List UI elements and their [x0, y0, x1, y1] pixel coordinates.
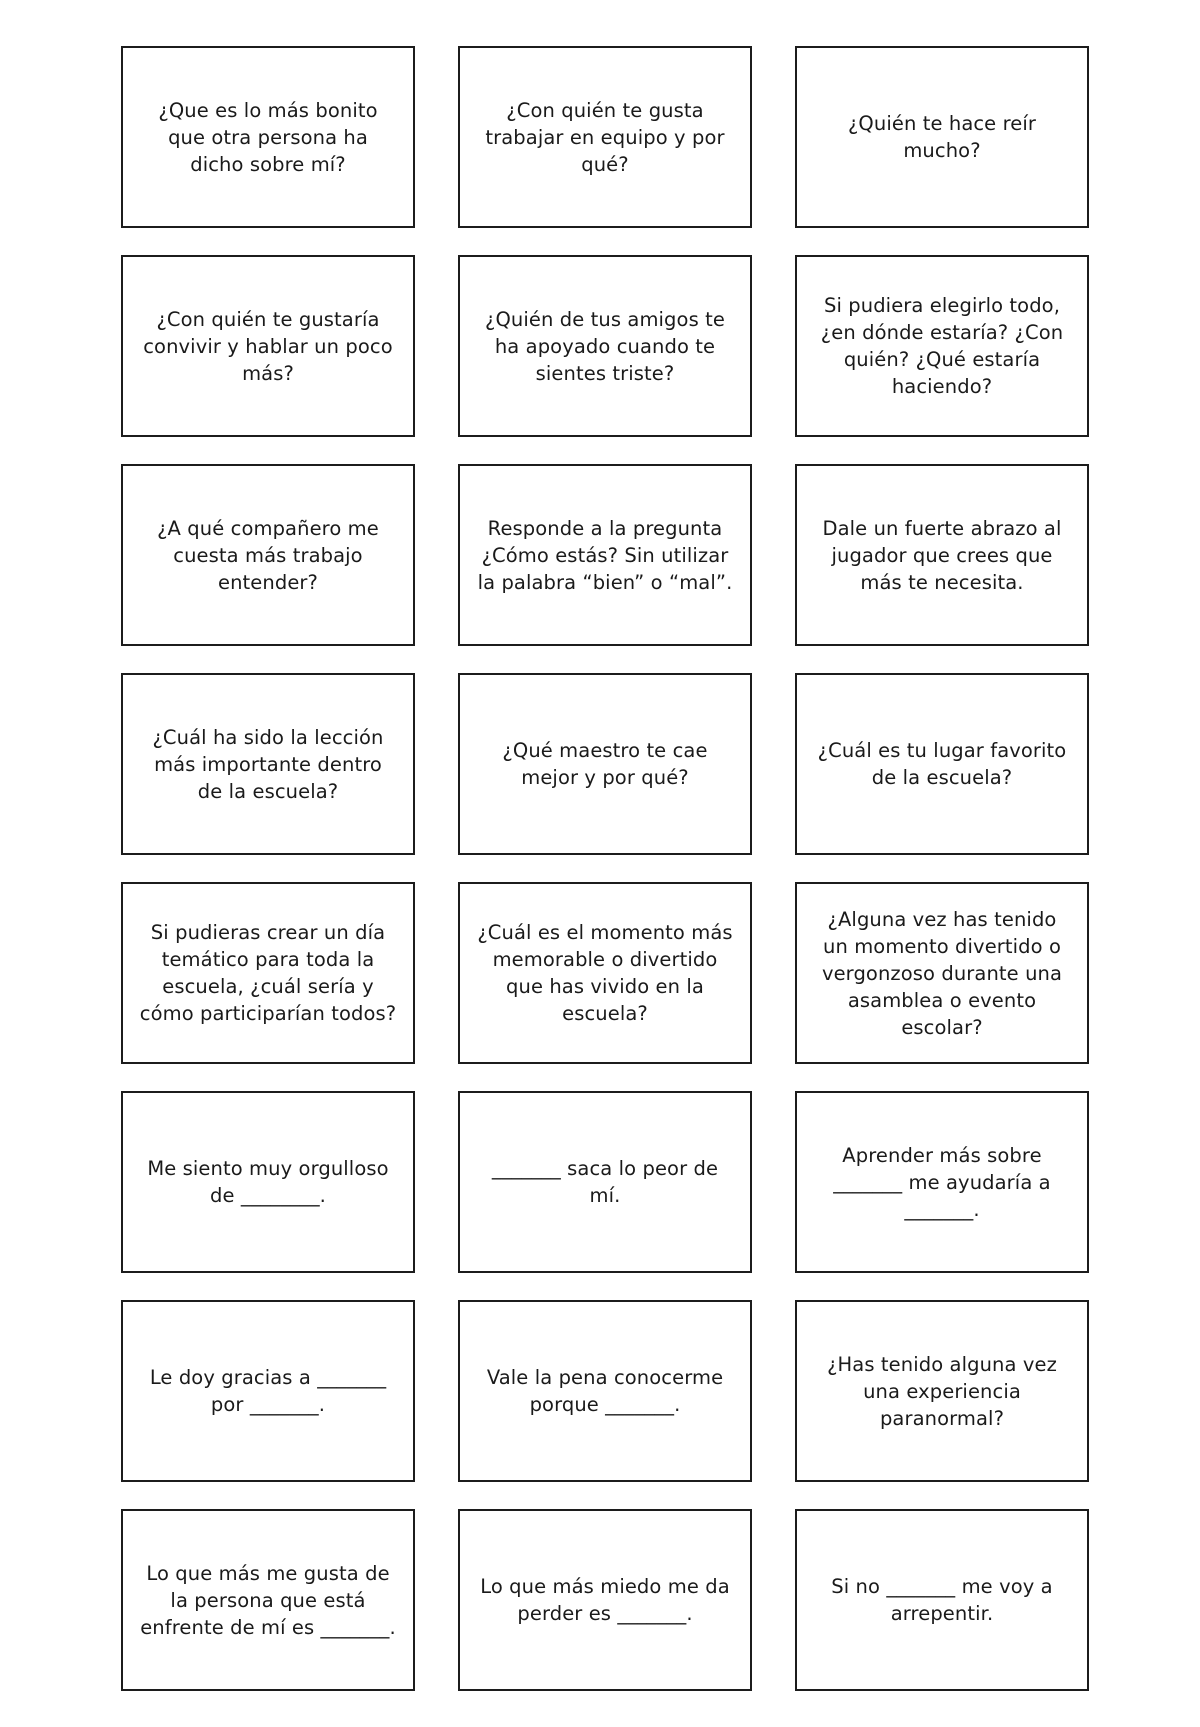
card-text: Lo que más me gusta de la persona que está enfrente de mí es _______. [140, 1561, 396, 1639]
question-card-4 [121, 255, 415, 437]
question-card-8 [458, 464, 752, 646]
prompt-card-18 [795, 1091, 1089, 1273]
card-text: Si pudieras crear un día temático para toda la escuela, ¿cuál sería y cómo participarían todos? [139, 921, 397, 1025]
card-text: _______ saca lo peor de mí. [491, 1157, 719, 1207]
card-text: Si pudiera elegirlo todo, ¿en dónde estaría? ¿Con quién? ¿Qué estaría haciendo? [820, 294, 1064, 398]
question-card-6 [795, 255, 1089, 437]
prompt-card-19 [121, 1300, 415, 1482]
card-text: ¿Alguna vez has tenido un momento divertido o vergonzoso durante una asamblea o evento escolar? [821, 907, 1063, 1039]
prompt-card-22 [121, 1509, 415, 1691]
question-card-5 [458, 255, 752, 437]
card-text: ¿Cuál ha sido la lección más importante dentro de la escuela? [152, 725, 384, 803]
question-card-12 [795, 673, 1089, 855]
card-text: ¿A qué compañero me cuesta más trabajo entender? [157, 516, 379, 594]
card-text: Aprender más sobre _______ me ayudaría a _______. [833, 1143, 1051, 1221]
card-text: ¿Qué maestro te cae mejor y por qué? [502, 739, 708, 789]
question-card-15 [795, 882, 1089, 1064]
question-card-11 [458, 673, 752, 855]
card-text: ¿Con quién te gusta trabajar en equipo y por qué? [485, 98, 725, 176]
question-card-1 [121, 46, 415, 228]
card-text: ¿Quién te hace reír mucho? [847, 112, 1037, 162]
prompt-card-20 [458, 1300, 752, 1482]
question-card-3 [795, 46, 1089, 228]
prompt-card-24 [795, 1509, 1089, 1691]
prompt-card-17 [458, 1091, 752, 1273]
card-text: ¿Cuál es tu lugar favorito de la escuela? [817, 739, 1067, 789]
question-card-2 [458, 46, 752, 228]
question-card-21 [795, 1300, 1089, 1482]
card-text: Le doy gracias a _______ por _______. [149, 1366, 387, 1416]
card-text: ¿Con quién te gustaría convivir y hablar un poco más? [143, 307, 393, 385]
question-card-14 [458, 882, 752, 1064]
card-grid [121, 46, 1089, 1691]
card-text: ¿Cuál es el momento más memorable o divertido que has vivido en la escuela? [477, 921, 733, 1025]
card-text: ¿Quién de tus amigos te ha apoyado cuando te sientes triste? [485, 307, 725, 385]
question-card-13 [121, 882, 415, 1064]
question-card-9 [795, 464, 1089, 646]
question-card-7 [121, 464, 415, 646]
card-text: Si no _______ me voy a arrepentir. [831, 1575, 1053, 1625]
prompt-card-16 [121, 1091, 415, 1273]
card-text: Lo que más miedo me da perder es _______. [480, 1575, 730, 1625]
card-text: ¿Has tenido alguna vez una experiencia paranormal? [827, 1352, 1057, 1430]
card-text: Me siento muy orgulloso de ________. [147, 1157, 389, 1207]
card-text: ¿Que es lo más bonito que otra persona ha dicho sobre mí? [158, 98, 378, 176]
card-text: Dale un fuerte abrazo al jugador que crees que más te necesita. [822, 516, 1062, 594]
card-text: Responde a la pregunta ¿Cómo estás? Sin utilizar la palabra “bien” o “mal”. [477, 516, 733, 594]
question-card-10 [121, 673, 415, 855]
card-text: Vale la pena conocerme porque _______. [486, 1366, 724, 1416]
prompt-card-23 [458, 1509, 752, 1691]
